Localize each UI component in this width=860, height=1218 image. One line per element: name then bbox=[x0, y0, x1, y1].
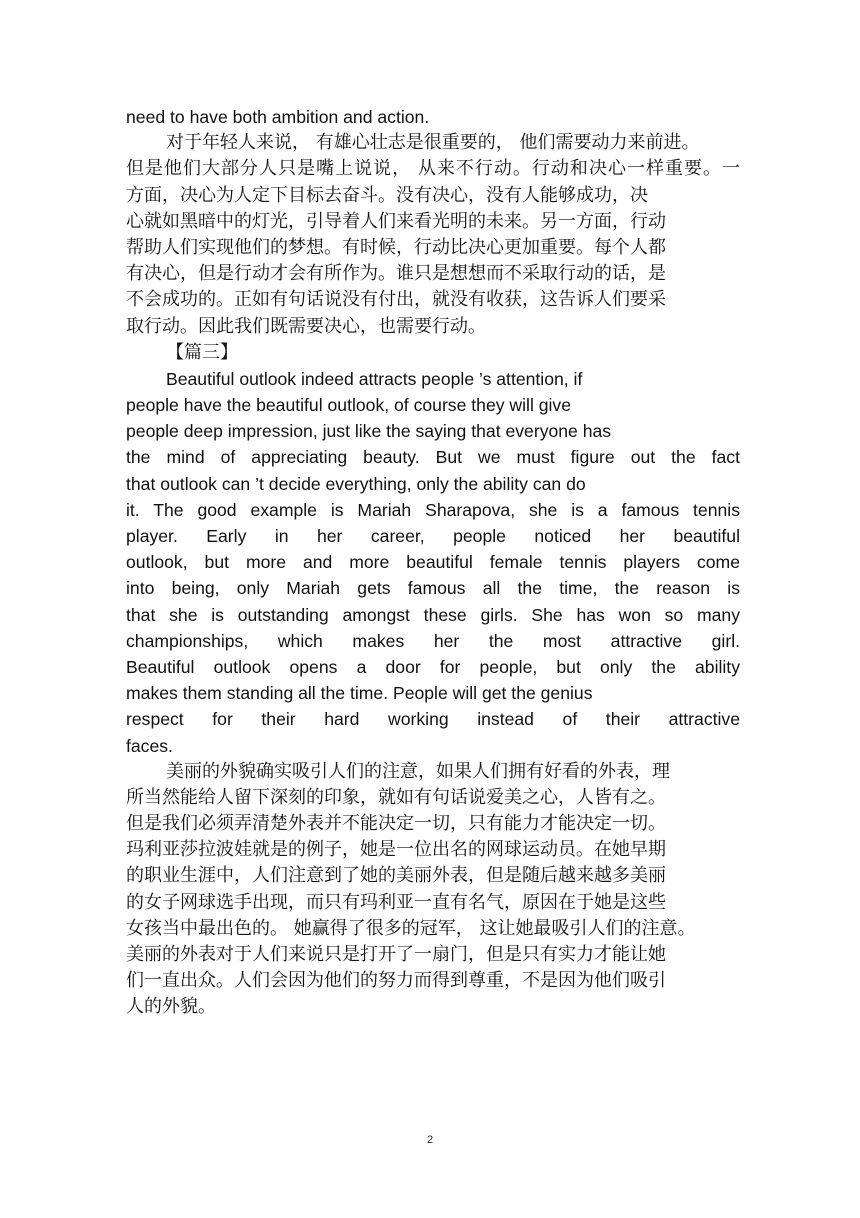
text-line: 心就如黑暗中的灯光，引导着人们来看光明的未来。另一方面，行动 bbox=[126, 210, 666, 232]
body-text bbox=[126, 104, 740, 1021]
text-line: 方面，决心为人定下目标去奋斗。没有决心，没有人能够成功，决 bbox=[126, 184, 648, 206]
text-line: 有决心，但是行动才会有所作为。谁只是想想而不采取行动的话，是 bbox=[126, 263, 666, 285]
text-line: makes them standing all the time. People will get the genius bbox=[126, 683, 593, 704]
text-line: player. Early in her career, people noticed her beautiful bbox=[126, 526, 740, 546]
text-line: outlook, but more and more beautiful female tennis players come bbox=[126, 552, 740, 573]
text-line: 女孩当中最出色的。 她赢得了很多的冠军， 这让她最吸引人们的注意。 bbox=[126, 917, 696, 939]
text-line: people have the beautiful outlook, of course they will give bbox=[126, 395, 572, 416]
text-line: 但是我们必须弄清楚外表并不能决定一切，只有能力才能决定一切。 bbox=[126, 813, 666, 835]
section-heading: 【篇三】 bbox=[166, 341, 238, 363]
text-line: 的职业生涯中，人们注意到了她的美丽外表，但是随后越来越多美丽 bbox=[126, 865, 666, 887]
text-line: into being, only Mariah gets famous all the time, the reason is bbox=[126, 578, 740, 599]
text-line: 玛利亚莎拉波娃就是的例子，她是一位出名的网球运动员。在她早期 bbox=[126, 839, 666, 861]
text-line: 取行动。因此我们既需要决心，也需要行动。 bbox=[126, 315, 486, 337]
text-line: 的女子网球选手出现，而只有玛利亚一直有名气，原因在于她是这些 bbox=[126, 891, 666, 913]
text-line: Beautiful outlook indeed attracts people ’s attention, if bbox=[166, 368, 583, 389]
text-line: that outlook can ’t decide everything, only the ability can do bbox=[126, 473, 586, 494]
text-line: respect for their hard working instead of their attractive bbox=[126, 709, 740, 730]
page-number: 2 bbox=[426, 1134, 434, 1146]
text-line: that she is outstanding amongst these girls. She has won so many bbox=[126, 604, 740, 625]
text-line: 但是他们大部分人只是嘴上说说， 从来不行动。行动和决心一样重要。一 bbox=[126, 158, 740, 180]
text-line: need to have both ambition and action. bbox=[126, 107, 430, 127]
text-line: faces. bbox=[126, 735, 173, 756]
text-line: 对于年轻人来说， 有雄心壮志是很重要的， 他们需要动力来前进。 bbox=[166, 132, 700, 154]
text-line: 所当然能给人留下深刻的印象，就如有句话说爱美之心，人皆有之。 bbox=[126, 786, 666, 808]
text-line: 们一直出众。人们会因为他们的努力而得到尊重，不是因为他们吸引 bbox=[126, 970, 666, 992]
text-line: the mind of appreciating beauty. But we must figure out the fact bbox=[126, 447, 740, 468]
text-line: 帮助人们实现他们的梦想。有时候，行动比决心更加重要。每个人都 bbox=[126, 236, 666, 258]
text-line: it. The good example is Mariah Sharapova, she is a famous tennis bbox=[126, 499, 740, 520]
text-line: 美丽的外表对于人们来说只是打开了一扇门，但是只有实力才能让她 bbox=[126, 944, 666, 965]
text-line: Beautiful outlook opens a door for people, but only the ability bbox=[126, 656, 740, 677]
text-line: 人的外貌。 bbox=[126, 996, 216, 1018]
text-line: 不会成功的。正如有句话说没有付出，就没有收获，这告诉人们要采 bbox=[126, 289, 666, 311]
text-line: people deep impression, just like the saying that everyone has bbox=[126, 421, 612, 442]
text-line: 美丽的外貌确实吸引人们的注意，如果人们拥有好看的外表，理 bbox=[166, 760, 670, 782]
text-line: championships, which makes her the most attractive girl. bbox=[126, 630, 740, 651]
